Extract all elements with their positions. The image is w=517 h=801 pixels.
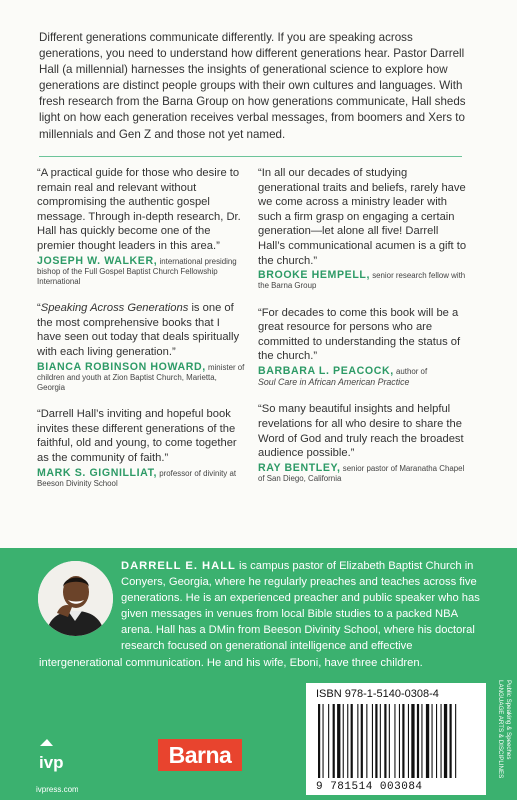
ivp-logo-text: ivp xyxy=(39,753,64,772)
endorsement-attribution xyxy=(258,463,468,484)
endorser-name: BARBARA L. PEACOCK, xyxy=(258,364,394,377)
endorser-name: BROOKE HEMPELL, xyxy=(258,269,370,282)
barcode-bar xyxy=(408,704,409,778)
endorsement-attribution xyxy=(258,270,468,291)
endorsements-right-column xyxy=(258,166,468,498)
endorser-role: minister of children and youth at Zion Baptist Church, Marietta, Georgia xyxy=(37,362,245,392)
barcode-bar xyxy=(380,704,381,778)
author-name: DARRELL E. HALL xyxy=(121,560,236,572)
barcode-bar xyxy=(436,704,437,778)
endorser-role: senior research fellow with the Barna Group xyxy=(258,271,466,291)
endorsement-bentley xyxy=(258,402,468,484)
barcode-bar xyxy=(426,704,429,778)
barcode-bar xyxy=(384,704,386,778)
endorsements-left-column xyxy=(37,166,247,503)
endorsement-attribution xyxy=(37,362,247,394)
barna-logo: Barna xyxy=(158,739,242,771)
bisac-line-2: Public Speaking & Speeches xyxy=(505,680,512,760)
barcode-bar xyxy=(366,704,367,778)
endorsement-gignilliat xyxy=(37,407,247,489)
barcode-bar xyxy=(450,704,452,778)
author-bio-text: is campus pastor of Elizabeth Baptist Church in Conyers, Georgia, where he regularly preaches and teaches across five generations. He is an experienced preacher and public speaker who has given messages in venues from local Bible studies to a packed NBA arena. Hall has a DMin from Beeson Divinity School, where his doctoral research focused on generational intelligence and effective intergenerational communication. He and his wife, Eboni, have three children. xyxy=(39,560,480,669)
barcode-icon xyxy=(316,704,476,780)
barcode-bar xyxy=(351,704,353,778)
endorsement-attribution xyxy=(258,366,468,388)
endorsement-text: “For decades to come this book will be a great resource for persons who are committed to understanding the status of the church.” xyxy=(258,306,461,363)
endorsement-howard xyxy=(37,301,247,393)
bisac-category xyxy=(492,678,512,788)
endorser-role: author of xyxy=(395,366,428,376)
endorsement-text: “In all our decades of studying generational traits and beliefs, rarely have we come across a ministry leader with such a firm grasp on engaging a certain generation—let alone all five! Darrell Hall’s communicational acumen is a gift to the church.” xyxy=(258,167,467,267)
isbn-label: ISBN 978-1-5140-0308-4 xyxy=(316,688,439,700)
endorsement-hempell xyxy=(258,166,468,292)
barcode-bar xyxy=(333,704,335,778)
endorser-role: international presiding bishop of the Full Gospel Baptist Church Fellowship International xyxy=(37,256,237,286)
endorser-book-title: Soul Care in African American Practice xyxy=(258,377,410,388)
barcode-bar xyxy=(357,704,358,778)
endorsement-attribution xyxy=(37,468,247,489)
isbn-barcode-box xyxy=(306,683,486,795)
barcode-bar xyxy=(323,704,324,778)
endorsement-text: “A practical guide for those who desire to remain real and relevant without compromising the authentic gospel message. Through in-depth research, Dr. Hall has quickly become one of the premier thought leaders in this area.” xyxy=(37,167,241,252)
barcode-bar xyxy=(411,704,414,778)
barcode-bar xyxy=(375,704,377,778)
book-title-italic: Speaking Across Generations xyxy=(40,302,189,315)
endorser-name: BIANCA ROBINSON HOWARD, xyxy=(37,360,206,373)
barcode-bar xyxy=(417,704,419,778)
barcode-bar xyxy=(394,704,395,778)
endorser-name: JOSEPH W. WALKER, xyxy=(37,254,158,267)
ivp-logo xyxy=(36,726,78,796)
barcode-bar xyxy=(389,704,390,778)
endorsement-peacock xyxy=(258,306,468,389)
barcode-bar xyxy=(432,704,433,778)
barcode-bar xyxy=(441,704,442,778)
bisac-line-1: LANGUAGE ARTS & DISCIPLINES xyxy=(497,680,504,779)
endorsement-text: “So many beautiful insights and helpful revelations for all who desire to share the Word of God and truly reach the broadest audience possible.” xyxy=(258,403,464,460)
barcode-bar xyxy=(318,704,320,778)
barcode-bar xyxy=(361,704,363,778)
barcode-bar xyxy=(444,704,447,778)
barcode-bar xyxy=(337,704,340,778)
endorser-role: senior pastor of Maranatha Chapel of San Diego, California xyxy=(258,463,465,483)
endorser-name: RAY BENTLEY, xyxy=(258,461,341,474)
intro-description: Different generations communicate differently. If you are speaking across generations, you need to understand how different generations hear. Pastor Darrell Hall (a millennial) harnesses the insights of generational science to explore how generations are distinct people groups with their own cultures and languages. With fresh research from the Barna Group on how generations communicate, Hall sheds light on how each generation receives verbal messages, from boomers and Xers to millennials and Gen Z and those not yet named. xyxy=(39,31,466,141)
endorsement-attribution xyxy=(37,256,247,288)
barcode-bar xyxy=(372,704,373,778)
barcode-bar xyxy=(399,704,400,778)
author-bio xyxy=(39,558,481,671)
isbn-digits: 9 781514 003084 xyxy=(316,781,423,793)
barcode-bar xyxy=(421,704,422,778)
barcode-bar xyxy=(455,704,456,778)
endorsement-walker xyxy=(37,166,247,287)
endorsement-text: “Darrell Hall’s inviting and hopeful book invites these different generations of the faithful, old and young, to come together as the community of faith.” xyxy=(37,408,237,464)
barcode-bar xyxy=(347,704,348,778)
divider-rule xyxy=(39,156,462,157)
ivp-mark-icon xyxy=(40,739,53,746)
endorser-role: professor of divinity at Beeson Divinity School xyxy=(37,468,237,488)
barcode-bar xyxy=(402,704,404,778)
endorsement-text: “Speaking Across Generations is one of the most comprehensive books that I have seen out today that deals spiritually with each living generation.” xyxy=(37,302,240,358)
endorser-name: MARK S. GIGNILLIAT, xyxy=(37,466,158,479)
ivp-url: ivpress.com xyxy=(36,785,78,794)
barcode-bar xyxy=(328,704,329,778)
barcode-bar xyxy=(343,704,344,778)
